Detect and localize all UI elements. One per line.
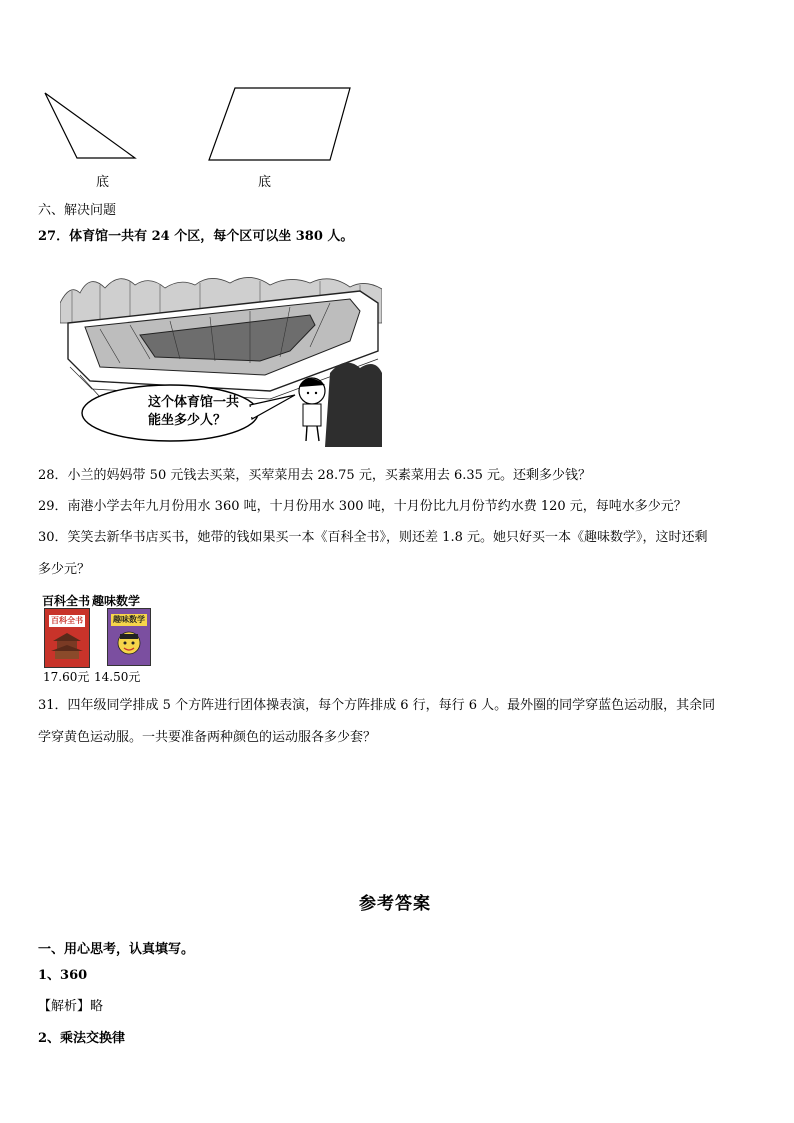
fun-math-book-cover	[107, 608, 151, 666]
price-encyclopedia: 17.60元	[43, 670, 90, 684]
answers-section-heading: 一、用心思考，认真填写。	[38, 942, 195, 957]
fun-math-cover-text: 趣味数学	[113, 615, 145, 624]
temple-icon	[45, 627, 89, 663]
question-28: 28．小兰的妈妈带 50 元钱去买菜，买荤菜用去 28.75 元，买素菜用去 6.35 元。还剩多少钱？	[38, 468, 592, 483]
question-31-line1: 31．四年级同学排成 5 个方阵进行团体操表演，每个方阵排成 6 行，每行 6 人。最外圈的同学穿蓝色运动服，其余同	[38, 698, 716, 713]
encyclopedia-cover-text: 百科全书	[51, 616, 83, 625]
answer-2: 2、乘法交换律	[38, 1031, 126, 1046]
book-title-encyclopedia: 百科全书	[42, 594, 91, 608]
book-title-fun-math: 趣味数学	[92, 594, 141, 608]
cartoon-character-icon	[108, 626, 150, 662]
question-27: 27．体育馆一共有 24 个区，每个区可以坐 380 人。	[38, 229, 354, 244]
answers-title: 参考答案	[359, 894, 431, 914]
triangle-base-label: 底	[96, 175, 110, 190]
section-heading: 六、解决问题	[38, 203, 117, 218]
stadium-illustration	[60, 263, 382, 447]
parallelogram-figure	[205, 84, 355, 164]
question-31-line2: 学穿黄色运动服。一共要准备两种颜色的运动服各多少套？	[38, 730, 377, 745]
question-30-line1: 30．笑笑去新华书店买书，她带的钱如果买一本《百科全书》，则还差 1.8 元。她只好买一本《趣味数学》，这时还剩	[38, 530, 708, 545]
question-30-line2: 多少元？	[38, 562, 91, 577]
price-fun-math: 14.50元	[94, 670, 141, 684]
answer-1: 1、360	[38, 968, 88, 983]
parallelogram-base-label: 底	[258, 175, 272, 190]
speech-bubble-line1: 这个体育馆一共	[148, 395, 240, 410]
triangle-figure	[40, 88, 140, 163]
answer-1-analysis: 【解析】略	[38, 999, 104, 1014]
speech-bubble-line2: 能坐多少人？	[148, 413, 227, 428]
question-29: 29．南港小学去年九月份用水 360 吨，十月份用水 300 吨，十月份比九月份节约水费 120 元，每吨水多少元？	[38, 499, 687, 514]
encyclopedia-book-cover	[44, 608, 90, 668]
